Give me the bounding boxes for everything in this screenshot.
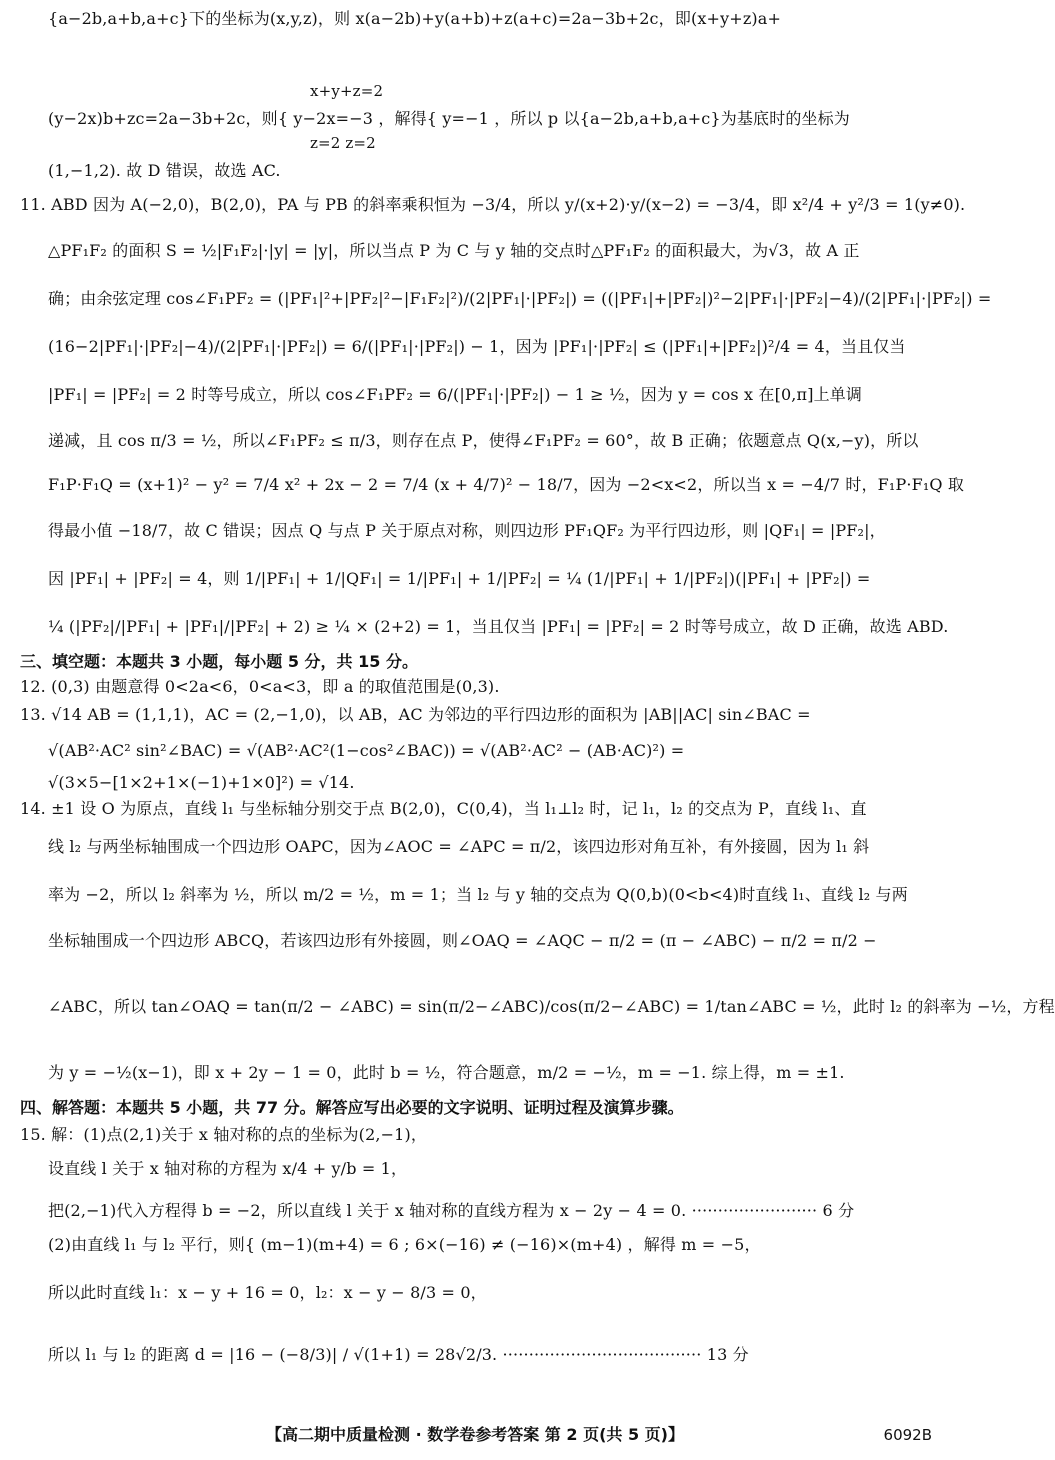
text-line: 为 y = −½(x−1)，即 x + 2y − 1 = 0，此时 b = ½，符合题意，m/2 = −½，m = −1. 综上得，m = ±1. (48, 1063, 845, 1082)
text-line: 线 l₂ 与两坐标轴围成一个四边形 OAPC，因为∠AOC = ∠APC = π/2，该四边形对角互补，有外接圆，因为 l₁ 斜 (48, 837, 870, 856)
text-line: 设直线 l 关于 x 轴对称的方程为 x/4 + y/b = 1， (48, 1159, 408, 1178)
text-line: |PF₁| = |PF₂| = 2 时等号成立，所以 cos∠F₁PF₂ = 6/(|PF₁|·|PF₂|) − 1 ≥ ½，因为 y = cos x 在[0,π]上单调 (48, 385, 863, 404)
text-line: 11. ABD 因为 A(−2,0)，B(2,0)，PA 与 PB 的斜率乘积恒为 −3/4，所以 y/(x+2)·y/(x−2) = −3/4，即 x²/4 + y²/3 = 1(y≠0). (20, 195, 966, 214)
section-heading: 三、填空题：本题共 3 小题，每小题 5 分，共 15 分。 (20, 652, 418, 671)
text-line: 12. (0,3) 由题意得 0<2a<6，0<a<3，即 a 的取值范围是(0,3). (20, 677, 500, 696)
text-line: (1,−1,2). 故 D 错误，故选 AC. (48, 161, 281, 180)
section-heading: 四、解答题：本题共 5 小题，共 77 分。解答应写出必要的文字说明、证明过程及演算步骤。 (20, 1098, 684, 1117)
text-line: √(3×5−[1×2+1×(−1)+1×0]²) = √14. (48, 773, 355, 792)
text-line: (y−2x)b+zc=2a−3b+2c，则{ y−2x=−3 ，解得{ y=−1 ，所以 p 以{a−2b,a+b,a+c}为基底时的坐标为 (48, 109, 850, 128)
text-line: (16−2|PF₁|·|PF₂|−4)/(2|PF₁|·|PF₂|) = 6/(|PF₁|·|PF₂|) − 1，因为 |PF₁|·|PF₂| ≤ (|PF₁|+|PF₂|)²/4 = 4，当且仅当 (48, 337, 906, 356)
text-line: 所以此时直线 l₁：x − y + 16 = 0，l₂：x − y − 8/3 = 0， (48, 1283, 487, 1302)
text-line: 把(2,−1)代入方程得 b = −2，所以直线 l 关于 x 轴对称的直线方程为 x − 2y − 4 = 0. ························ 6 分 (48, 1201, 855, 1220)
text-line: x+y+z=2 (310, 82, 384, 100)
text-line: F₁P·F₁Q = (x+1)² − y² = 7/4 x² + 2x − 2 = 7/4 (x + 4/7)² − 18/7，因为 −2<x<2，所以当 x = −4/7 时，F₁P·F₁Q 取 (48, 475, 965, 494)
text-line: ∠ABC，所以 tan∠OAQ = tan(π/2 − ∠ABC) = sin(π/2−∠ABC)/cos(π/2−∠ABC) = 1/tan∠ABC = ½，此时 l₂ 的斜率为 −½，方程 (48, 997, 1055, 1016)
text-line: 14. ±1 设 O 为原点，直线 l₁ 与坐标轴分别交于点 B(2,0)，C(0,4)，当 l₁⊥l₂ 时，记 l₁，l₂ 的交点为 P，直线 l₁、直 (20, 799, 867, 818)
text-line: 所以 l₁ 与 l₂ 的距离 d = |16 − (−8/3)| / √(1+1) = 28√2/3. ······································ 13 分 (48, 1345, 749, 1364)
footer-title: 【高二期中质量检测 · 数学卷参考答案 第 2 页(共 5 页)】 (266, 1425, 684, 1444)
text-line: 率为 −2，所以 l₂ 斜率为 ½，所以 m/2 = ½，m = 1；当 l₂ 与 y 轴的交点为 Q(0,b)(0<b<4)时直线 l₁、直线 l₂ 与两 (48, 885, 908, 904)
text-line: √(AB²·AC² sin²∠BAC) = √(AB²·AC²(1−cos²∠BAC)) = √(AB²·AC² − (AB·AC)²) = (48, 741, 685, 760)
text-line: △PF₁F₂ 的面积 S = ½|F₁F₂|·|y| = |y|，所以当点 P 为 C 与 y 轴的交点时△PF₁F₂ 的面积最大，为√3，故 A 正 (48, 241, 860, 260)
text-line: {a−2b,a+b,a+c}下的坐标为(x,y,z)，则 x(a−2b)+y(a+b)+z(a+c)=2a−3b+2c，即(x+y+z)a+ (48, 9, 782, 28)
text-line: 递减，且 cos π/3 = ½，所以∠F₁PF₂ ≤ π/3，则存在点 P，使得∠F₁PF₂ = 60°，故 B 正确；依题意点 Q(x,−y)，所以 (48, 431, 919, 450)
text-line: 15. 解：(1)点(2,1)关于 x 轴对称的点的坐标为(2,−1)， (20, 1125, 428, 1144)
text-line: (2)由直线 l₁ 与 l₂ 平行，则{ (m−1)(m+4) = 6 ; 6×(−16) ≠ (−16)×(m+4) ，解得 m = −5， (48, 1235, 761, 1254)
text-line: 13. √14 AB = (1,1,1)，AC = (2,−1,0)，以 AB，AC 为邻边的平行四边形的面积为 |AB||AC| sin∠BAC = (20, 705, 811, 724)
footer-code: 6092B (883, 1426, 932, 1444)
text-line: 坐标轴围成一个四边形 ABCQ，若该四边形有外接圆，则∠OAQ = ∠AQC − π/2 = (π − ∠ABC) − π/2 = π/2 − (48, 931, 877, 950)
text-line: z=2 z=2 (310, 134, 376, 152)
text-line: ¼ (|PF₂|/|PF₁| + |PF₁|/|PF₂| + 2) ≥ ¼ × (2+2) = 1，当且仅当 |PF₁| = |PF₂| = 2 时等号成立，故 D 正确，故选 ABD. (48, 617, 949, 636)
text-line: 确；由余弦定理 cos∠F₁PF₂ = (|PF₁|²+|PF₂|²−|F₁F₂|²)/(2|PF₁|·|PF₂|) = ((|PF₁|+|PF₂|)²−2|PF₁|·|PF₂|−4)/(2|PF₁|·|PF₂|) = (48, 289, 992, 308)
text-line: 因 |PF₁| + |PF₂| = 4，则 1/|PF₁| + 1/|QF₁| = 1/|PF₁| + 1/|PF₂| = ¼ (1/|PF₁| + 1/|PF₂|)(|PF₁| + |PF₂|) = (48, 569, 871, 588)
page-footer (0, 1420, 950, 1450)
text-line: 得最小值 −18/7，故 C 错误；因点 Q 与点 P 关于原点对称，则四边形 PF₁QF₂ 为平行四边形，则 |QF₁| = |PF₂|， (48, 521, 886, 540)
